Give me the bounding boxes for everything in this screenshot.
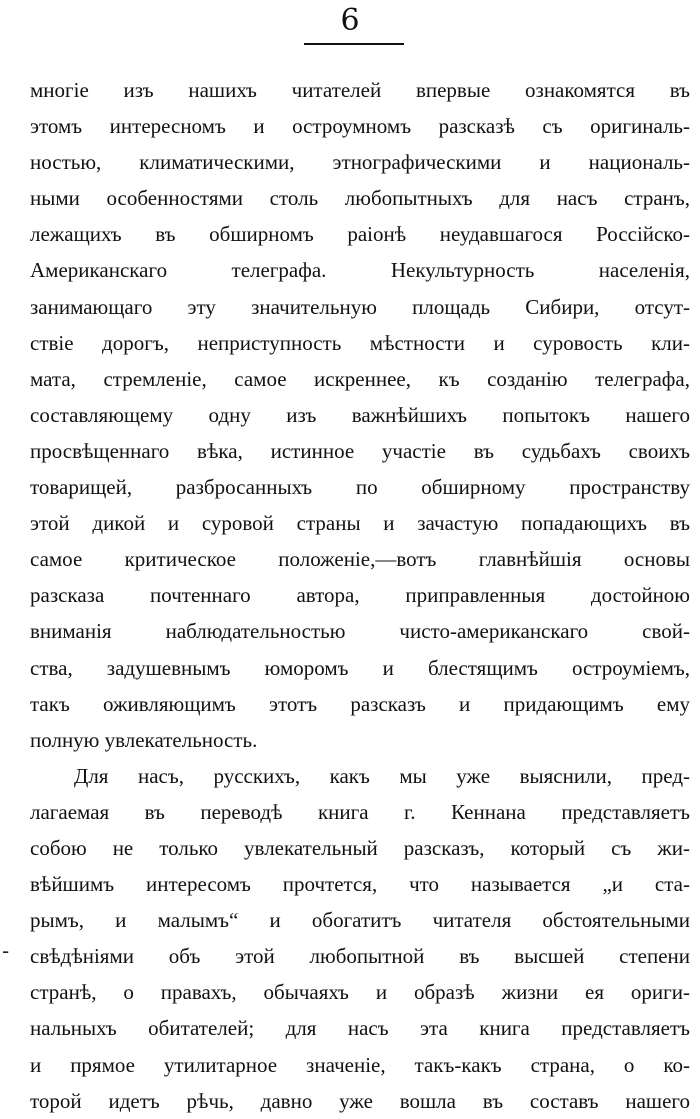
text-line: нальныхъ обитателей; для насъ эта книга представляетъ bbox=[30, 1016, 690, 1041]
margin-mark: - bbox=[2, 939, 10, 963]
text-line: собою не только увлекательный разсказъ, который съ жи- bbox=[30, 835, 690, 860]
text-line: самое критическое положеніе,—вотъ главнѣйшія основы bbox=[30, 547, 690, 572]
text-line: составляющему одну изъ важнѣйшихъ попытокъ нашего bbox=[30, 402, 690, 427]
text-line: такъ оживляющимъ этотъ разсказъ и придающимъ ему bbox=[30, 691, 690, 716]
page-number: 6 bbox=[340, 3, 360, 38]
header-rule bbox=[304, 43, 404, 45]
text-line: мата, стремленіе, самое искреннее, къ созданію телеграфа, bbox=[30, 366, 690, 391]
body-text bbox=[30, 72, 690, 1119]
text-line: занимающаго эту значительную площадь Сибири, отсут- bbox=[30, 294, 690, 319]
text-line: Американскаго телеграфа. Некультурность населенія, bbox=[30, 258, 690, 283]
text-line: лагаемая въ переводѣ книга г. Кеннана представляетъ bbox=[30, 799, 690, 824]
text-line: ными особенностями столь любопытныхъ для насъ странъ, bbox=[30, 186, 690, 211]
text-line: ства, задушевнымъ юморомъ и блестящимъ остроуміемъ, bbox=[30, 655, 690, 680]
text-line: рымъ, и малымъ“ и обогатитъ читателя обстоятельными bbox=[30, 908, 690, 933]
text-line: торой идетъ рѣчь, давно уже вошла въ составъ нашего bbox=[30, 1088, 690, 1113]
text-line: лежащихъ въ обширномъ раіонѣ неудавшагося Россійско- bbox=[30, 222, 690, 247]
text-line: этомъ интересномъ и остроумномъ разсказѣ съ оригиналь- bbox=[30, 114, 690, 139]
text-line: свѣдѣніями объ этой любопытной въ высшей степени bbox=[30, 944, 690, 969]
text-line: этой дикой и суровой страны и зачастую попадающихъ въ bbox=[30, 511, 690, 536]
text-line: Для насъ, русскихъ, какъ мы уже выяснили, пред- bbox=[74, 763, 690, 788]
text-line: полную увлекательность. bbox=[30, 727, 258, 752]
text-line: ностью, климатическими, этнографическими и националь- bbox=[30, 150, 690, 175]
text-line: разсказа почтеннаго автора, приправленныя достойною bbox=[30, 583, 690, 608]
text-line: странѣ, о правахъ, обычаяхъ и образѣ жизни ея ориги- bbox=[30, 980, 690, 1005]
paragraph-2 bbox=[30, 758, 690, 1119]
text-line: вниманія наблюдательностью чисто-американскаго свой- bbox=[30, 619, 690, 644]
text-line: многіе изъ нашихъ читателей впервые ознакомятся въ bbox=[30, 78, 690, 102]
text-line: ствіе дорогъ, неприступность мѣстности и суровость кли- bbox=[30, 330, 690, 355]
paragraph-1 bbox=[30, 72, 690, 758]
text-line: вѣйшимъ интересомъ прочтется, что называется „и ста- bbox=[30, 872, 690, 897]
text-line: товарищей, разбросанныхъ по обширному пространству bbox=[30, 475, 690, 500]
text-line: просвѣщеннаго вѣка, истинное участіе въ судьбахъ своихъ bbox=[30, 438, 690, 463]
text-line: и прямое утилитарное значеніе, такъ-какъ страна, о ко- bbox=[30, 1052, 690, 1077]
